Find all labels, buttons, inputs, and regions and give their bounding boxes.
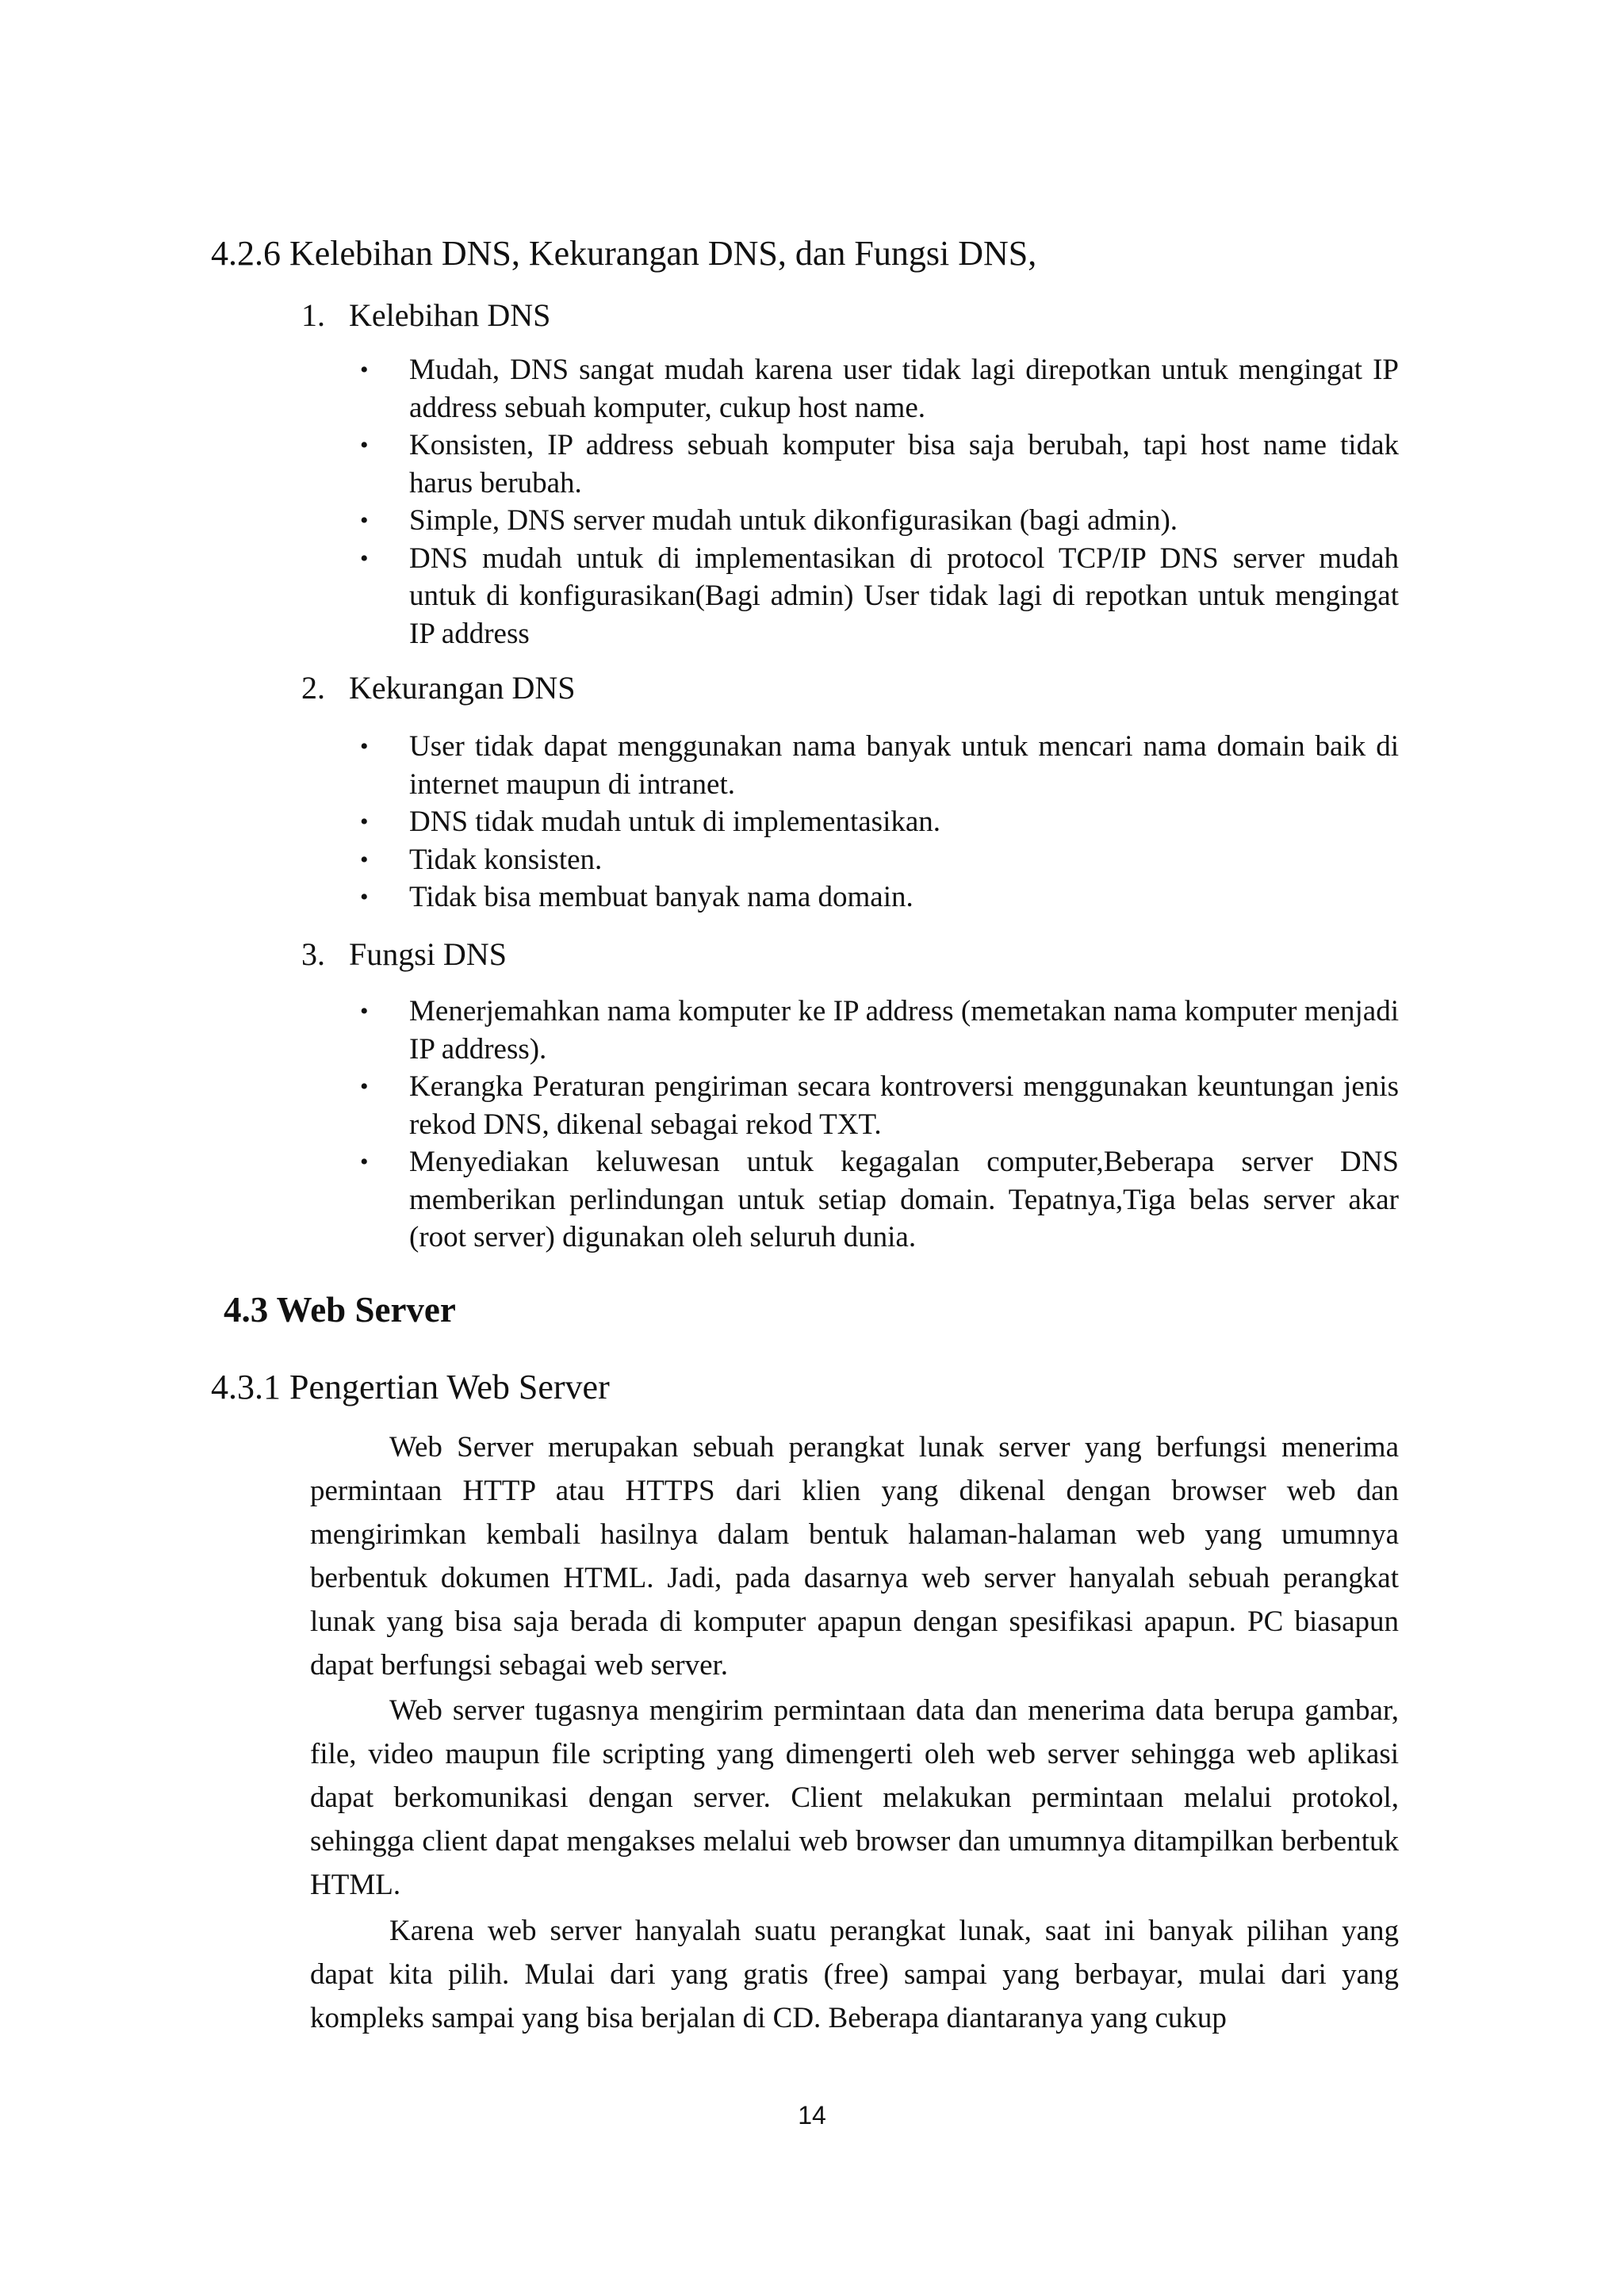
- bullet-item: [360, 803, 1399, 841]
- bullet-item: [360, 540, 1399, 653]
- list-number: 3.: [301, 936, 325, 972]
- paragraph: Karena web server hanyalah suatu perangkat lunak, saat ini banyak pilihan yang dapat kita pilih. Mulai dari yang gratis (free) sampai yang berbayar, mulai dari yang kompleks sampai yang bisa berjalan di CD. Beberapa diantaranya yang cukup: [310, 1915, 1399, 2034]
- bullet-text: Tidak konsisten.: [409, 843, 603, 876]
- bullet-icon: •: [360, 733, 369, 760]
- paragraph: Web Server merupakan sebuah perangkat lunak server yang berfungsi menerima permintaan HTTP atau HTTPS dari klien yang dikenal dengan browser web dan mengirimkan kembali hasilnya dalam bentuk halaman-halaman web yang umumnya berbentuk dokumen HTML. Jadi, pada dasarnya web server hanyalah sebuah perangkat lunak yang bisa saja berada di komputer apapun dengan spesifikasi apapun. PC biasapun dapat berfungsi sebagai web server.: [310, 1431, 1399, 1682]
- bullet-icon: •: [360, 846, 369, 873]
- paragraph: Web server tugasnya mengirim permintaan data dan menerima data berupa gambar, file, video maupun file scripting yang dimengerti oleh web server sehingga web aplikasi dapat berkomunikasi dengan server. Client melakukan permintaan melalui protokol, sehingga client dapat mengakses melalui web browser dan umumnya ditampilkan berbentuk HTML.: [310, 1694, 1399, 1901]
- bullet-icon: •: [360, 1149, 369, 1175]
- bullet-text: Tidak bisa membuat banyak nama domain.: [409, 881, 914, 913]
- fungsi-bullet-list: [360, 993, 1399, 1257]
- bullet-text: Simple, DNS server mudah untuk dikonfigurasikan (bagi admin).: [409, 504, 1178, 537]
- bullet-item: [360, 1143, 1399, 1257]
- list-item-fungsi-dns: [301, 934, 507, 975]
- bullet-icon: •: [360, 507, 369, 534]
- bullet-item: [360, 427, 1399, 502]
- bullet-text: DNS mudah untuk di implementasikan di protocol TCP/IP DNS server mudah untuk di konfigurasikan(Bagi admin) User tidak lagi di repotkan untuk mengingat IP address: [409, 541, 1399, 650]
- bullet-icon: •: [360, 998, 369, 1024]
- bullet-text: Menerjemahkan nama komputer ke IP address (memetakan nama komputer menjadi IP address).: [409, 995, 1399, 1066]
- bullet-item: [360, 1068, 1399, 1143]
- bullet-item: [360, 841, 1399, 879]
- kekurangan-bullet-list: [360, 728, 1399, 916]
- list-title: Fungsi DNS: [349, 936, 507, 972]
- bullet-text: User tidak dapat menggunakan nama banyak untuk mencari nama domain baik di internet maupun di intranet.: [409, 730, 1399, 801]
- bullet-text: Konsisten, IP address sebuah komputer bisa saja berubah, tapi host name tidak harus berubah.: [409, 429, 1399, 499]
- bullet-text: DNS tidak mudah untuk di implementasikan.: [409, 806, 941, 838]
- list-title: Kelebihan DNS: [349, 297, 551, 333]
- bullet-icon: •: [360, 432, 369, 458]
- bullet-item: [360, 993, 1399, 1068]
- list-number: 2.: [301, 670, 325, 706]
- kelebihan-bullet-list: [360, 351, 1399, 652]
- bullet-item: [360, 351, 1399, 427]
- page-number: 14: [798, 2101, 826, 2130]
- list-item-kekurangan-dns: [301, 668, 576, 709]
- list-item-kelebihan-dns: [301, 295, 550, 336]
- bullet-text: Menyediakan keluwesan untuk kegagalan computer,Beberapa server DNS memberikan perlindungan untuk setiap domain. Tepatnya,Tiga belas server akar (root server) digunakan oleh seluruh dunia.: [409, 1146, 1399, 1253]
- list-number: 1.: [301, 297, 325, 333]
- bullet-item: [360, 502, 1399, 540]
- bullet-item: [360, 728, 1399, 803]
- bullet-item: [360, 878, 1399, 916]
- bullet-icon: •: [360, 809, 369, 835]
- bullet-text: Mudah, DNS sangat mudah karena user tidak lagi direpotkan untuk mengingat IP address sebuah komputer, cukup host name.: [409, 354, 1399, 424]
- heading-4-3: 4.3 Web Server: [224, 1290, 456, 1330]
- heading-4-3-1: 4.3.1 Pengertian Web Server: [211, 1368, 610, 1406]
- bullet-icon: •: [360, 357, 369, 383]
- heading-4-2-6: 4.2.6 Kelebihan DNS, Kekurangan DNS, dan Fungsi DNS,: [211, 234, 1037, 273]
- bullet-icon: •: [360, 884, 369, 910]
- list-title: Kekurangan DNS: [349, 670, 576, 706]
- bullet-text: Kerangka Peraturan pengiriman secara kontroversi menggunakan keuntungan jenis rekod DNS, dikenal sebagai rekod TXT.: [409, 1070, 1399, 1141]
- bullet-icon: •: [360, 1073, 369, 1100]
- bullet-icon: •: [360, 545, 369, 572]
